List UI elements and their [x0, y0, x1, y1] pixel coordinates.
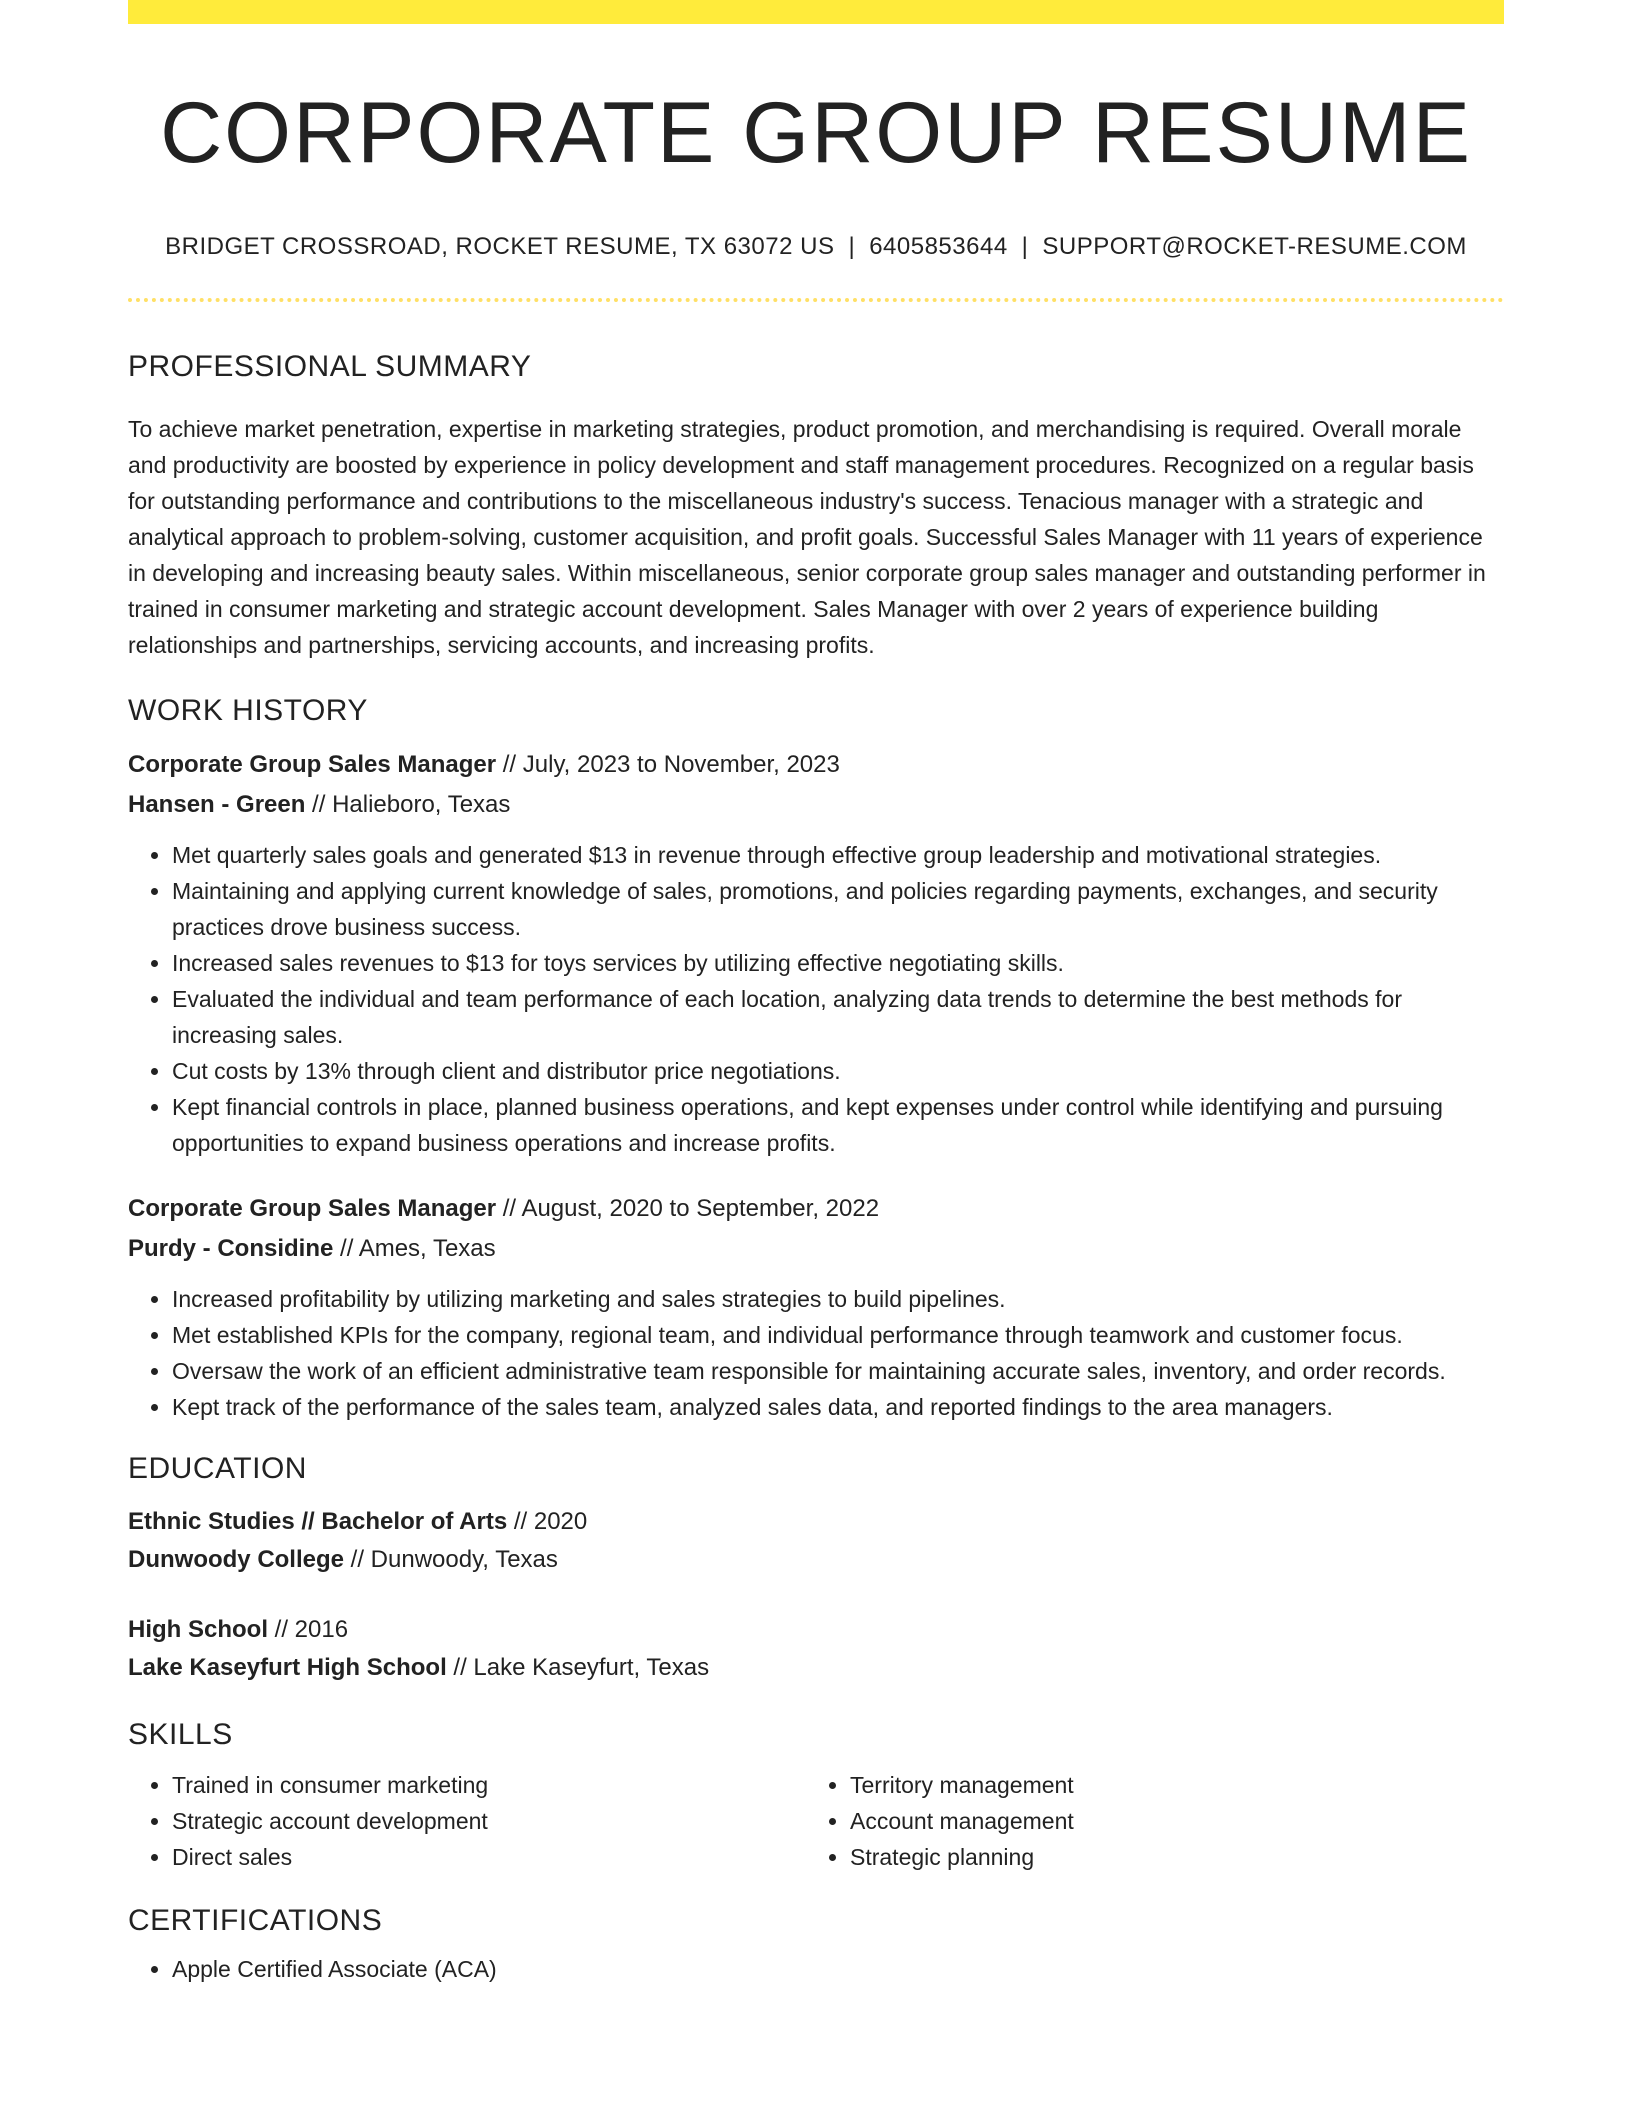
- education-year: // 2016: [268, 1615, 349, 1643]
- job-location: // Halieboro, Texas: [305, 790, 511, 818]
- job-dates: // July, 2023 to November, 2023: [496, 750, 840, 778]
- job-bullet: • Increased profitability by utilizing marketing and sales strategies to build pipelines.: [172, 1281, 1504, 1317]
- resume-page: [128, 0, 1504, 1987]
- skill-item: • Territory management: [850, 1767, 1484, 1803]
- dotted-divider: [128, 298, 1504, 302]
- skills-column-left: [128, 1767, 806, 1875]
- education-degree: Ethnic Studies // Bachelor of Arts: [128, 1507, 508, 1535]
- summary-text: To achieve market penetration, expertise in marketing strategies, product promotion, and merchandising is required. Overall morale and productivity are boosted by experience in policy development and staff management procedures. Recognized on a regular basis for outstanding performance and contributions to the miscellaneous industry's success. Tenacious manager with a strategic and analytical approach to problem-solving, customer acquisition, and profit goals. Successful Sales Manager with 11 years of experience in developing and increasing beauty sales. Within miscellaneous, senior corporate group sales manager and outstanding performer in trained in consumer marketing and strategic account development. Sales Manager with over 2 years of experience building relationships and partnerships, servicing accounts, and increasing profits.: [128, 415, 1486, 658]
- section-title-certifications: CERTIFICATIONS: [128, 1903, 383, 1937]
- contact-phone: 6405853644: [869, 233, 1008, 261]
- job-dates: // August, 2020 to September, 2022: [496, 1194, 880, 1222]
- section-title-skills: SKILLS: [128, 1717, 233, 1751]
- job-location: // Ames, Texas: [333, 1234, 496, 1262]
- job-entry: [128, 1189, 1504, 1425]
- job-bullet: • Cut costs by 13% through client and distributor price negotiations.: [172, 1053, 1504, 1089]
- education-degree-line: [128, 1611, 1504, 1649]
- contact-separator: |: [848, 233, 856, 261]
- section-title-education: EDUCATION: [128, 1451, 307, 1485]
- contact-email[interactable]: SUPPORT@ROCKET-RESUME.COM: [1042, 233, 1467, 261]
- contact-address: BRIDGET CROSSROAD, ROCKET RESUME, TX 63072 US: [165, 233, 835, 261]
- job-bullet: • Evaluated the individual and team performance of each location, analyzing data trends to determine the best methods for increasing sales.: [172, 981, 1504, 1053]
- section-title-summary: PROFESSIONAL SUMMARY: [128, 349, 532, 383]
- certification-item: • Apple Certified Associate (ACA): [172, 1951, 1504, 1987]
- job-bullet: • Maintaining and applying current knowledge of sales, promotions, and policies regarding payments, exchanges, and security practices drove business success.: [172, 873, 1504, 945]
- skill-item: • Strategic account development: [172, 1803, 806, 1839]
- education-school: Lake Kaseyfurt High School: [128, 1653, 447, 1681]
- job-company: Purdy - Considine: [128, 1234, 334, 1262]
- education-school-line: [128, 1541, 1504, 1579]
- contact-line: [128, 233, 1504, 262]
- skill-item: • Trained in consumer marketing: [172, 1767, 806, 1803]
- job-role: Corporate Group Sales Manager: [128, 1194, 497, 1222]
- job-entry: [128, 745, 1504, 1161]
- education-degree-line: [128, 1503, 1504, 1541]
- contact-separator: |: [1021, 233, 1029, 261]
- section-title-work: WORK HISTORY: [128, 693, 368, 727]
- job-company-line: [128, 785, 1504, 825]
- job-bullet: • Oversaw the work of an efficient administrative team responsible for maintaining accurate sales, inventory, and order records.: [172, 1353, 1504, 1389]
- resume-title: CORPORATE GROUP RESUME: [160, 85, 1472, 181]
- skills-grid: [128, 1767, 1504, 1875]
- education-degree: High School: [128, 1615, 268, 1643]
- education-entry: [128, 1611, 1504, 1687]
- skill-item: • Account management: [850, 1803, 1484, 1839]
- skill-item: • Strategic planning: [850, 1839, 1484, 1875]
- job-title-line: [128, 1189, 1504, 1229]
- job-bullet: • Met quarterly sales goals and generated $13 in revenue through effective group leadership and motivational strategies.: [172, 837, 1504, 873]
- job-bullet: • Met established KPIs for the company, regional team, and individual performance through teamwork and customer focus.: [172, 1317, 1504, 1353]
- education-location: // Lake Kaseyfurt, Texas: [446, 1653, 710, 1681]
- job-bullet: • Increased sales revenues to $13 for toys services by utilizing effective negotiating skills.: [172, 945, 1504, 981]
- skill-item: • Direct sales: [172, 1839, 806, 1875]
- job-title-line: [128, 745, 1504, 785]
- job-company-line: [128, 1229, 1504, 1269]
- job-role: Corporate Group Sales Manager: [128, 750, 497, 778]
- accent-bar: [128, 0, 1504, 24]
- education-location: // Dunwoody, Texas: [344, 1545, 558, 1573]
- job-bullets: [128, 1281, 1504, 1425]
- job-bullet: • Kept financial controls in place, planned business operations, and kept expenses under control while identifying and pursuing opportunities to expand business operations and increase profits.: [172, 1089, 1504, 1161]
- education-entry: [128, 1503, 1504, 1579]
- education-school: Dunwoody College: [128, 1545, 344, 1573]
- job-bullet: • Kept track of the performance of the sales team, analyzed sales data, and reported findings to the area managers.: [172, 1389, 1504, 1425]
- job-bullets: [128, 837, 1504, 1161]
- certification-list: [128, 1951, 1504, 1987]
- skills-column-right: [806, 1767, 1484, 1875]
- job-company: Hansen - Green: [128, 790, 306, 818]
- education-year: // 2020: [507, 1507, 588, 1535]
- education-school-line: [128, 1649, 1504, 1687]
